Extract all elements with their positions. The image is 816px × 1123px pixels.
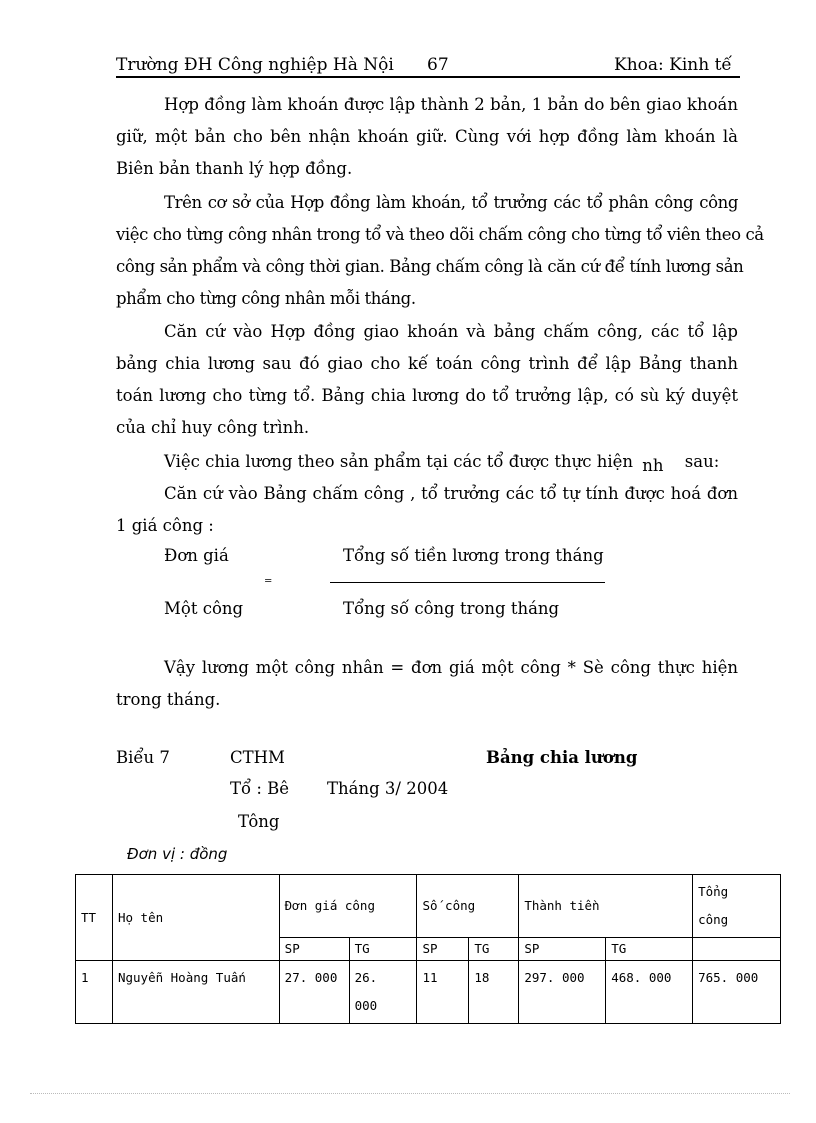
form-title: Bảng chia lương (486, 748, 638, 767)
paragraph-2 (116, 187, 764, 315)
paragraph-line: toán lương cho từng tổ. Bảng chia lương do tổ trưởng lập, có sù ký duyệt (116, 386, 738, 405)
paragraph-5 (116, 478, 738, 542)
cell-amount-tg: 468. 000 (606, 961, 693, 1024)
formula-denominator: Tổng số công trong tháng (343, 599, 560, 618)
page-number: 67 (427, 55, 449, 75)
footer-divider (30, 1093, 790, 1094)
paragraph-line: Trên cơ sở của Hợp đồng làm khoán, tổ trưởng các tổ phân công công (164, 193, 738, 212)
subheader-days-sp: SP (417, 938, 469, 961)
formula-left-top: Đơn giá (164, 546, 229, 565)
paragraph-line: trong tháng. (116, 690, 221, 709)
header-total (693, 875, 781, 938)
header-total-line2: công (698, 912, 729, 927)
paragraph-4 (164, 452, 720, 475)
paragraph-3 (116, 316, 738, 444)
paragraph-4-text: Việc chia lương theo sản phẩm tại các tổ được thực hiện (164, 452, 634, 471)
paragraph-line: giữ, một bản cho bên nhận khoán giữ. Cùng với hợp đồng làm khoán là (116, 127, 738, 146)
paragraph-line: Biên bản thanh lý hợp đồng. (116, 159, 353, 178)
paragraph-line: bảng chia lương sau đó giao cho kế toán công trình để lập Bảng thanh (116, 354, 738, 373)
cell-days-sp: 11 (417, 961, 469, 1024)
cell-days-tg: 18 (469, 961, 519, 1024)
subheader-price-tg: TG (349, 938, 417, 961)
form-team: Tổ : Bê (230, 779, 290, 798)
cell-amount-sp: 297. 000 (519, 961, 606, 1024)
header-work-days: Số công (417, 875, 519, 938)
form-code: Biểu 7 (116, 748, 170, 767)
subheader-amount-sp: SP (519, 938, 606, 961)
form-org: CTHM (230, 748, 285, 767)
paragraph-line: Căn cứ vào Bảng chấm công , tổ trưởng các tổ tự tính được hoá đơn (164, 484, 738, 503)
header-faculty: Khoa: Kinh tế (614, 55, 732, 75)
table-header-row (76, 875, 781, 938)
header-tt: TT (76, 875, 113, 961)
cell-name: Nguyễn Hoàng Tuấn (112, 961, 279, 1024)
salary-table (75, 874, 781, 1024)
paragraph-line: Hợp đồng làm khoán được lập thành 2 bản, 1 bản do bên giao khoán (164, 95, 738, 114)
paragraph-line: của chỉ huy công trình. (116, 418, 310, 437)
header-unit-price: Đơn giá công (279, 875, 417, 938)
cell-price-tg-line2: 000 (354, 998, 378, 1013)
paragraph-line: phẩm cho từng công nhân mỗi tháng. (116, 289, 416, 308)
paragraph-line: Vậy lương một công nhân = đơn giá một công * Sè công thực hiện (164, 658, 738, 677)
form-team-line2: Tông (238, 812, 280, 831)
header-name: Họ tên (112, 875, 279, 961)
paragraph-line: Căn cứ vào Hợp đồng giao khoán và bảng chấm công, các tổ lập (164, 322, 738, 341)
formula-equals: = (264, 576, 273, 587)
paragraph-line: công sản phẩm và công thời gian. Bảng chấm công là căn cứ để tính lương sản (116, 257, 744, 276)
subheader-amount-tg: TG (606, 938, 693, 961)
paragraph-4-end: sau: (684, 452, 720, 471)
cell-total: 765. 000 (693, 961, 781, 1024)
cell-tt: 1 (76, 961, 113, 1024)
paragraph-1 (116, 89, 738, 185)
subheader-days-tg: TG (469, 938, 519, 961)
subheader-price-sp: SP (279, 938, 349, 961)
formula-left-bottom: Một công (164, 599, 244, 618)
header-rule (116, 76, 740, 78)
subheader-empty (693, 938, 781, 961)
cell-price-tg-line1: 26. (354, 970, 378, 985)
header-total-line1: Tổng (698, 884, 729, 899)
formula-numerator: Tổng số tiền lương trong tháng (343, 546, 604, 565)
paragraph-line: việc cho từng công nhân trong tổ và theo dõi chấm công cho từng tổ viên theo cả (116, 225, 764, 244)
cell-price-sp: 27. 000 (279, 961, 349, 1024)
paragraph-6 (116, 652, 738, 716)
paragraph-4-subscript: nh (642, 456, 664, 475)
form-month: Tháng 3/ 2004 (327, 779, 449, 798)
paragraph-line: 1 giá công : (116, 516, 214, 535)
cell-price-tg (349, 961, 417, 1024)
fraction-line (330, 582, 605, 583)
header-school: Trường ĐH Công nghiệp Hà Nội (116, 55, 394, 75)
header-amount: Thành tiền (519, 875, 693, 938)
table-row (76, 961, 781, 1024)
currency-unit: Đơn vị : đồng (127, 845, 228, 863)
